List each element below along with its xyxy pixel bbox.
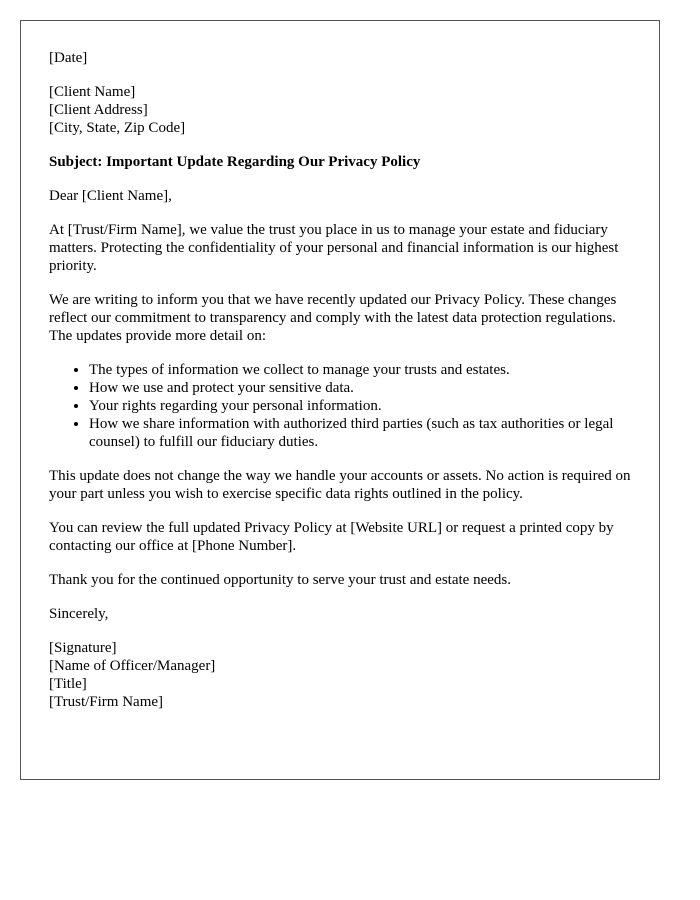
list-item: • How we share information with authorized third parties (such as tax authorities or legal counsel) to fulfill our fiduciary duties. bbox=[89, 415, 631, 451]
intro-paragraph: At [Trust/Firm Name], we value the trust you place in us to manage your estate and fiduciary matters. Protecting the confidentiality of your personal and financial information is our highest priority. bbox=[49, 222, 619, 274]
signature-block bbox=[49, 639, 631, 711]
signature: [Signature] bbox=[49, 640, 117, 656]
list-item: • The types of information we collect to manage your trusts and estates. bbox=[89, 361, 631, 379]
recipient-name: [Client Name] bbox=[49, 84, 136, 100]
officer-name: [Name of Officer/Manager] bbox=[49, 658, 216, 674]
review-paragraph: You can review the full updated Privacy Policy at [Website URL] or request a printed copy by contacting our office at [Phone Number]. bbox=[49, 520, 614, 554]
recipient-city-state-zip: [City, State, Zip Code] bbox=[49, 120, 186, 136]
firm-name: [Trust/Firm Name] bbox=[49, 694, 164, 710]
officer-title: [Title] bbox=[49, 676, 87, 692]
recipient-address: [Client Address] bbox=[49, 102, 148, 118]
date-line: [Date] bbox=[49, 50, 88, 66]
recipient-address-block bbox=[49, 83, 631, 137]
list-item: • How we use and protect your sensitive data. bbox=[89, 379, 631, 397]
letter-page bbox=[20, 20, 660, 780]
subject-line: Subject: Important Update Regarding Our Privacy Policy bbox=[49, 154, 421, 170]
salutation: Dear [Client Name], bbox=[49, 188, 172, 204]
update-paragraph: We are writing to inform you that we have recently updated our Privacy Policy. These changes reflect our commitment to transparency and comply with the latest data protection regulations. The updates provide more detail on: bbox=[49, 292, 617, 344]
update-details-list bbox=[49, 361, 631, 451]
thanks-paragraph: Thank you for the continued opportunity to serve your trust and estate needs. bbox=[49, 572, 511, 588]
no-change-paragraph: This update does not change the way we handle your accounts or assets. No action is required on your part unless you wish to exercise specific data rights outlined in the policy. bbox=[49, 468, 631, 502]
list-item: • Your rights regarding your personal information. bbox=[89, 397, 631, 415]
closing: Sincerely, bbox=[49, 606, 109, 622]
